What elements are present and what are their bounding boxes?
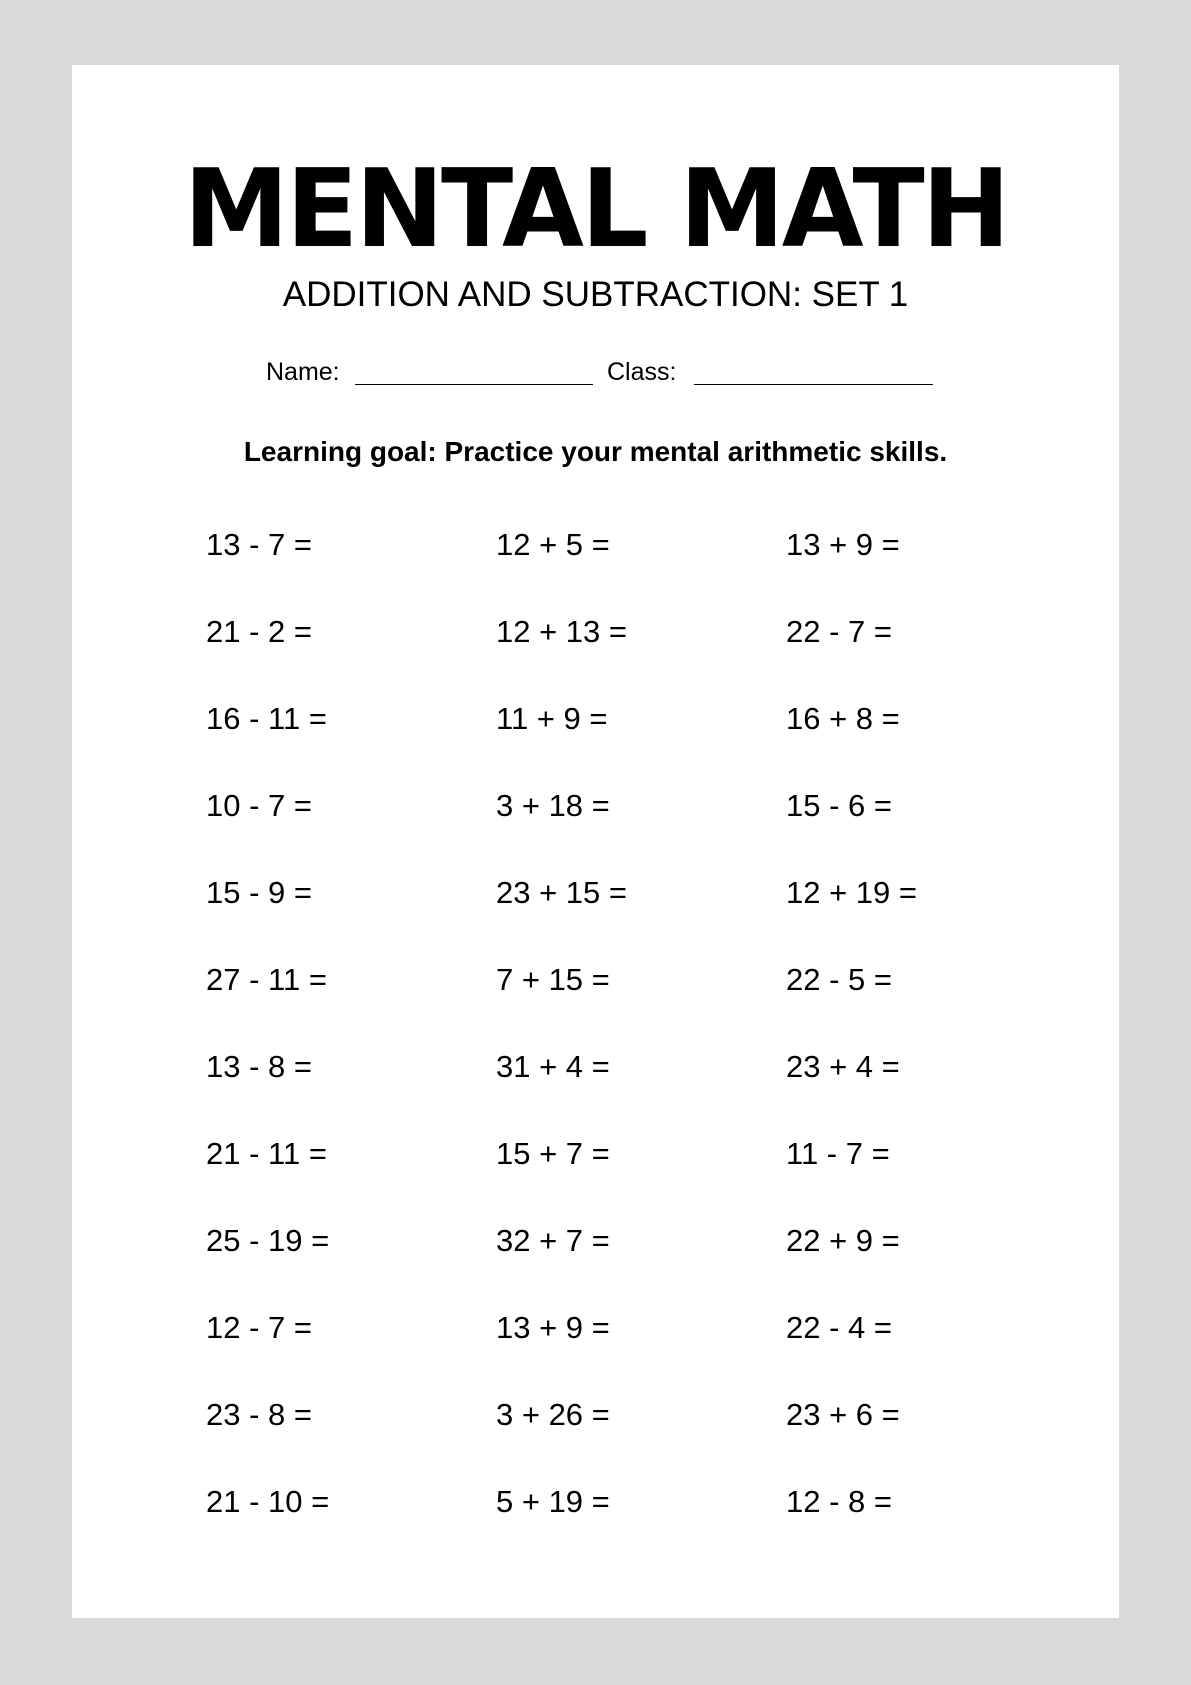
problem-r12-c3: 12 - 8 = (786, 1484, 892, 1519)
problem-r7-c1: 13 - 8 = (206, 1049, 312, 1084)
problem-r8-c3: 11 - 7 = (786, 1136, 890, 1171)
problem-r9-c1: 25 - 19 = (206, 1223, 330, 1258)
problem-r9-c2: 32 + 7 = (496, 1223, 610, 1258)
problem-r2-c2: 12 + 13 = (496, 614, 628, 649)
problem-r11-c1: 23 - 8 = (206, 1397, 312, 1432)
problem-r12-c1: 21 - 10 = (206, 1484, 330, 1519)
problem-r10-c2: 13 + 9 = (496, 1310, 610, 1345)
problem-r5-c1: 15 - 9 = (206, 875, 312, 910)
worksheet-subtitle: ADDITION AND SUBTRACTION: SET 1 (282, 275, 909, 314)
problem-r7-c3: 23 + 4 = (786, 1049, 900, 1084)
problem-r9-c3: 22 + 9 = (786, 1223, 900, 1258)
problem-r1-c2: 12 + 5 = (496, 527, 610, 562)
problem-r7-c2: 31 + 4 = (496, 1049, 610, 1084)
worksheet-title: MENTAL MATH (183, 147, 1008, 272)
problem-r4-c3: 15 - 6 = (786, 788, 892, 823)
problem-r10-c3: 22 - 4 = (786, 1310, 892, 1345)
problem-r8-c1: 21 - 11 = (206, 1136, 327, 1171)
problem-r12-c2: 5 + 19 = (496, 1484, 610, 1519)
problem-r6-c2: 7 + 15 = (496, 962, 610, 997)
problem-r5-c2: 23 + 15 = (496, 875, 628, 910)
problem-r8-c2: 15 + 7 = (496, 1136, 610, 1171)
problem-r4-c1: 10 - 7 = (206, 788, 312, 823)
problem-r5-c3: 12 + 19 = (786, 875, 918, 910)
problem-r1-c1: 13 - 7 = (206, 527, 312, 562)
problem-r2-c1: 21 - 2 = (206, 614, 312, 649)
problem-r6-c1: 27 - 11 = (206, 962, 327, 997)
problem-r3-c2: 11 + 9 = (496, 701, 608, 736)
name-label: Name: (266, 358, 340, 386)
class-label: Class: (607, 358, 677, 386)
problem-r11-c2: 3 + 26 = (496, 1397, 610, 1432)
problem-r4-c2: 3 + 18 = (496, 788, 610, 823)
problem-r2-c3: 22 - 7 = (786, 614, 892, 649)
problem-r6-c3: 22 - 5 = (786, 962, 892, 997)
problem-r11-c3: 23 + 6 = (786, 1397, 900, 1432)
problem-r3-c3: 16 + 8 = (786, 701, 900, 736)
problem-r3-c1: 16 - 11 = (206, 701, 327, 736)
learning-goal: Learning goal: Practice your mental arithmetic skills. (243, 436, 948, 467)
problem-r10-c1: 12 - 7 = (206, 1310, 312, 1345)
problem-r1-c3: 13 + 9 = (786, 527, 900, 562)
